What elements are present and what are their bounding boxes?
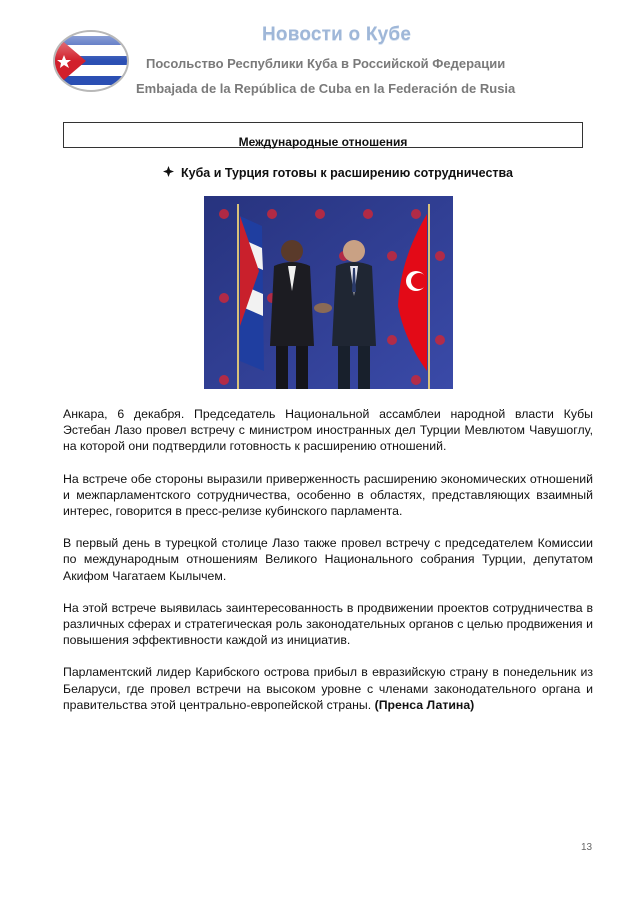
section-label: Международные отношения [238,135,408,149]
diamond-bullet-icon [163,166,175,180]
article-paragraph: На встрече обе стороны выразили приверженность расширению экономических отношений и межпарламентского сотрудничества, особенно в областях, представляющих взаимный интерес, говорится в пресс-релизе кубинского парламента. [63,471,593,519]
article-paragraph: На этой встрече выявилась заинтересованность в продвижении проектов сотрудничества в различных сферах и стратегическая роль законодательных органов с целью продвижения и повышения эффективности каждой из инициатив. [63,600,593,648]
article-paragraph: Анкара, 6 декабря. Председатель Национальной ассамблеи народной власти Кубы Эстебан Лазо провел встречу с министром иностранных дел Турции Мевлютом Чавушоглу, на которой они подтвердили готовность к расширению отношений. [63,407,593,454]
article-paragraph-last [63,664,593,713]
cuba-flag-logo [52,30,130,92]
article-source: (Пренса Латина) [374,697,475,712]
article-paragraph-text: Парламентский лидер Карибского острова прибыл в евразийскую страну в понедельник из Беларуси, где провел встречи на высоком уровне с членами законодательного органа и правительства этой центрально-европейской страны. [63,665,593,712]
page-number: 13 [581,842,593,853]
article-paragraph: В первый день в турецкой столице Лазо также провел встречу с председателем Комиссии по международным отношениям Великого Национального собрания Турции, депутатом Акифом Чагатаем Кылычем. [63,536,593,583]
embassy-name-ru: Посольство Республики Куба в Российской Федерации [146,56,506,71]
article-photo [204,196,453,389]
embassy-name-es: Embajada de la República de Cuba en la Federación de Rusia [136,81,516,96]
article-title-text: Куба и Турция готовы к расширению сотрудничества [181,166,514,180]
article-title [163,166,513,180]
newsletter-title: Новости о Кубе [262,24,412,45]
section-header-box [63,122,583,148]
article-body [63,406,593,729]
